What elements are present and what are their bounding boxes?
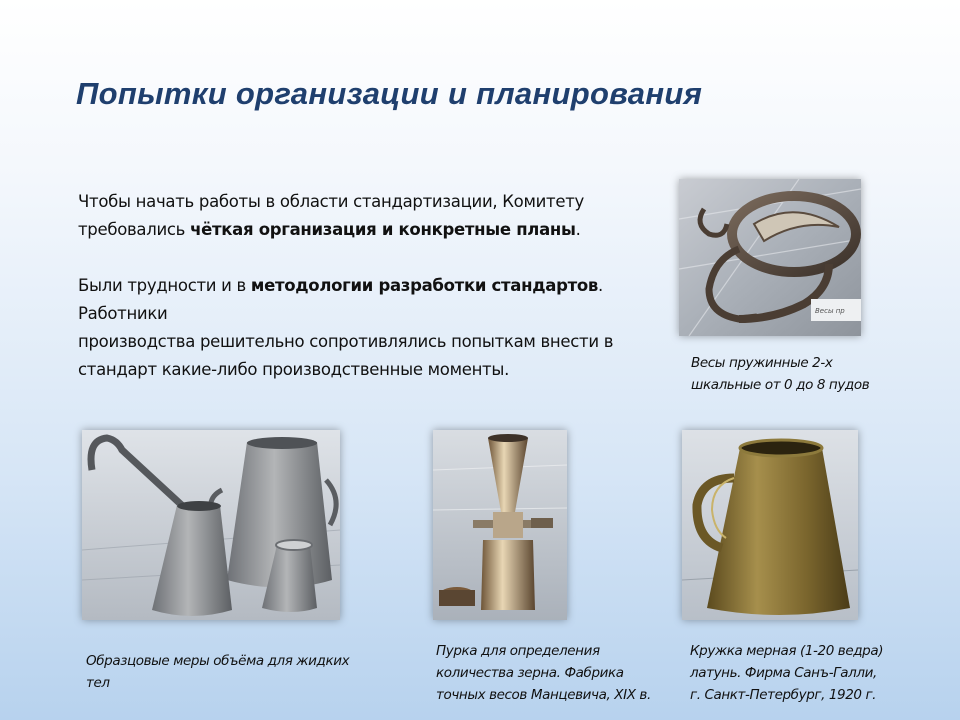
paragraph1-line1: Чтобы начать работы в области стандартизации, Комитету [78,192,584,211]
measuring-mug-caption [690,640,930,706]
slide-title: Попытки организации и планирования [76,76,703,111]
paragraph2-line3: стандарт какие-либо производственные моменты. [78,360,510,379]
emphasis-organization: чёткая организация и конкретные планы [190,220,576,239]
caption-line: Пурка для определения [436,643,600,659]
paragraph1-line2-prefix: требовались [78,220,191,239]
paragraph2-line1-suffix: . Работники [78,276,603,323]
volume-measures-caption [86,650,366,694]
spring-scales-photo [679,179,861,336]
scales-sign-text: Весы пр [815,307,845,315]
caption-line: латунь. Фирма Санъ-Галли, [690,665,877,681]
volume-measures-photo [82,430,340,620]
caption-line: количества зерна. Фабрика [436,665,624,681]
caption-line: тел [86,675,110,691]
body-text [78,188,668,412]
measuring-mug-photo [682,430,858,620]
caption-line: Весы пружинные 2-х [691,355,833,371]
paragraph-organization [78,188,668,244]
caption-line: г. Санкт-Петербург, 1920 г. [690,687,877,703]
caption-line: точных весов Манцевича, XIX в. [436,687,651,703]
caption-line: Образцовые меры объёма для жидких [86,653,350,669]
spring-scales-caption [691,352,911,396]
purka-caption [436,640,666,706]
caption-line: шкальные от 0 до 8 пудов [691,377,870,393]
paragraph2-line1-prefix: Были трудности и в [78,276,251,295]
caption-line: Кружка мерная (1-20 ведра) [690,643,884,659]
purka-photo [433,430,567,620]
paragraph-methodology [78,272,668,384]
emphasis-methodology: методологии разработки стандартов [250,276,599,295]
paragraph1-line2-suffix: . [575,220,581,239]
paragraph2-line2: производства решительно сопротивлялись попыткам внести в [78,332,614,351]
